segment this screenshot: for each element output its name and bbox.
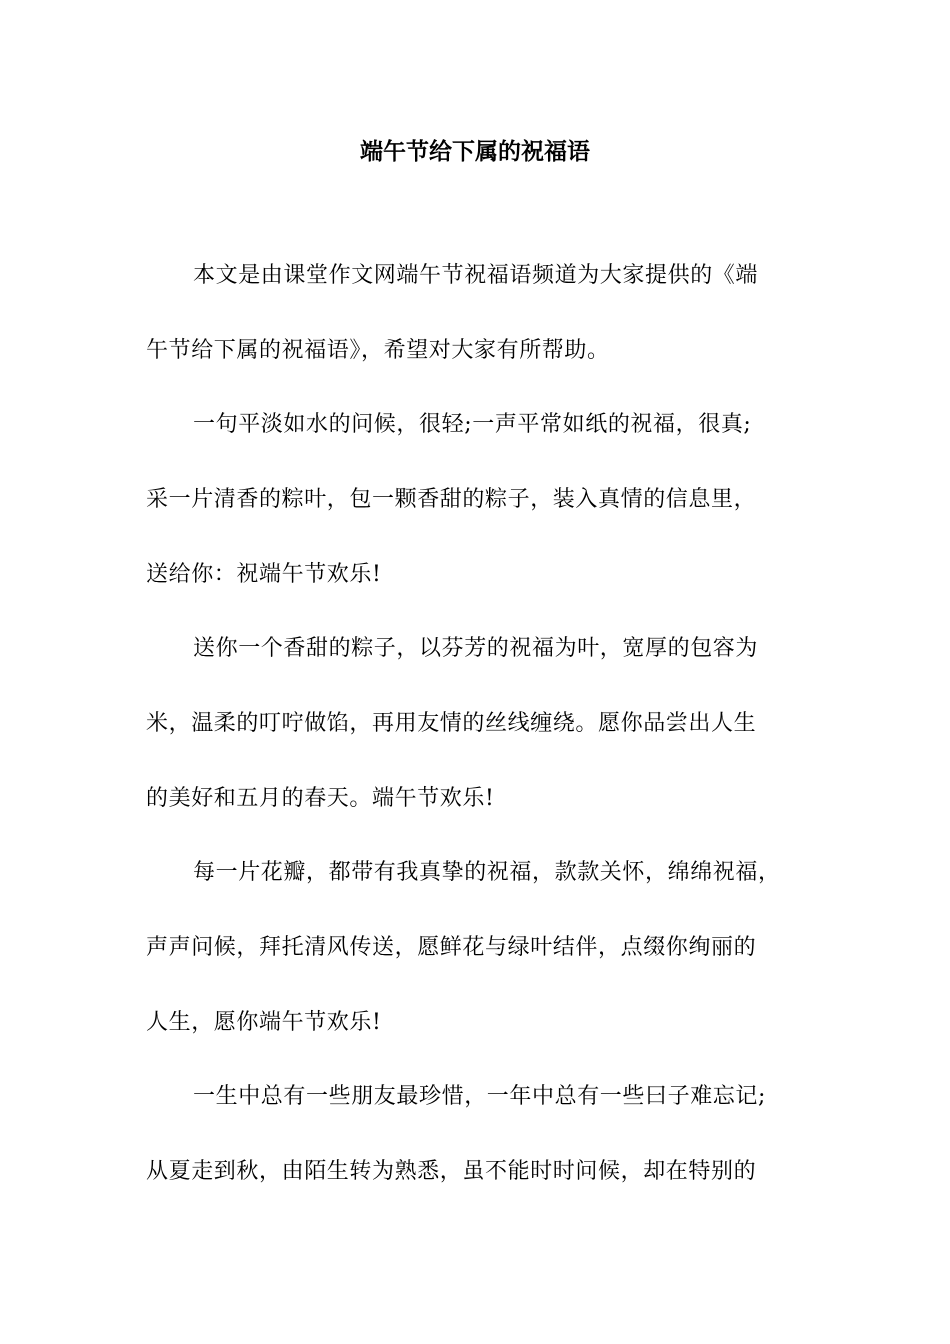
paragraph-4-line-1: 每一片花瓣，都带有我真挚的祝福，款款关怀，绵绵祝福， bbox=[193, 860, 781, 885]
paragraph-2-line-1: 一句平淡如水的问候，很轻;一声平常如纸的祝福，很真; bbox=[193, 412, 752, 437]
page-title: 端午节给下属的祝福语 bbox=[360, 138, 590, 165]
paragraph-1-line-1: 本文是由课堂作文网端午节祝福语频道为大家提供的《端 bbox=[193, 263, 759, 288]
paragraph-4-line-3: 人生，愿你端午节欢乐! bbox=[146, 1010, 382, 1035]
paragraph-5-line-2: 从夏走到秋，由陌生转为熟悉，虽不能时时问候，却在特别的 bbox=[146, 1159, 757, 1184]
paragraph-3-line-1: 送你一个香甜的粽子，以芬芳的祝福为叶，宽厚的包容为 bbox=[193, 636, 759, 661]
paragraph-3-line-3: 的美好和五月的春天。端午节欢乐! bbox=[146, 786, 495, 811]
paragraph-1-line-2: 午节给下属的祝福语》，希望对大家有所帮助。 bbox=[146, 338, 610, 363]
paragraph-3-line-2: 米，温柔的叮咛做馅，再用友情的丝线缠绕。愿你品尝出人生 bbox=[146, 711, 757, 736]
paragraph-2-line-2: 采一片清香的粽叶，包一颗香甜的粽子，装入真情的信息里， bbox=[146, 487, 757, 512]
paragraph-4-line-2: 声声问候，拜托清风传送，愿鲜花与绿叶结伴，点缀你绚丽的 bbox=[146, 935, 757, 960]
paragraph-2-line-3: 送给你：祝端午节欢乐! bbox=[146, 562, 382, 587]
paragraph-5-line-1: 一生中总有一些朋友最珍惜，一年中总有一些曰子难忘记; bbox=[193, 1084, 767, 1109]
